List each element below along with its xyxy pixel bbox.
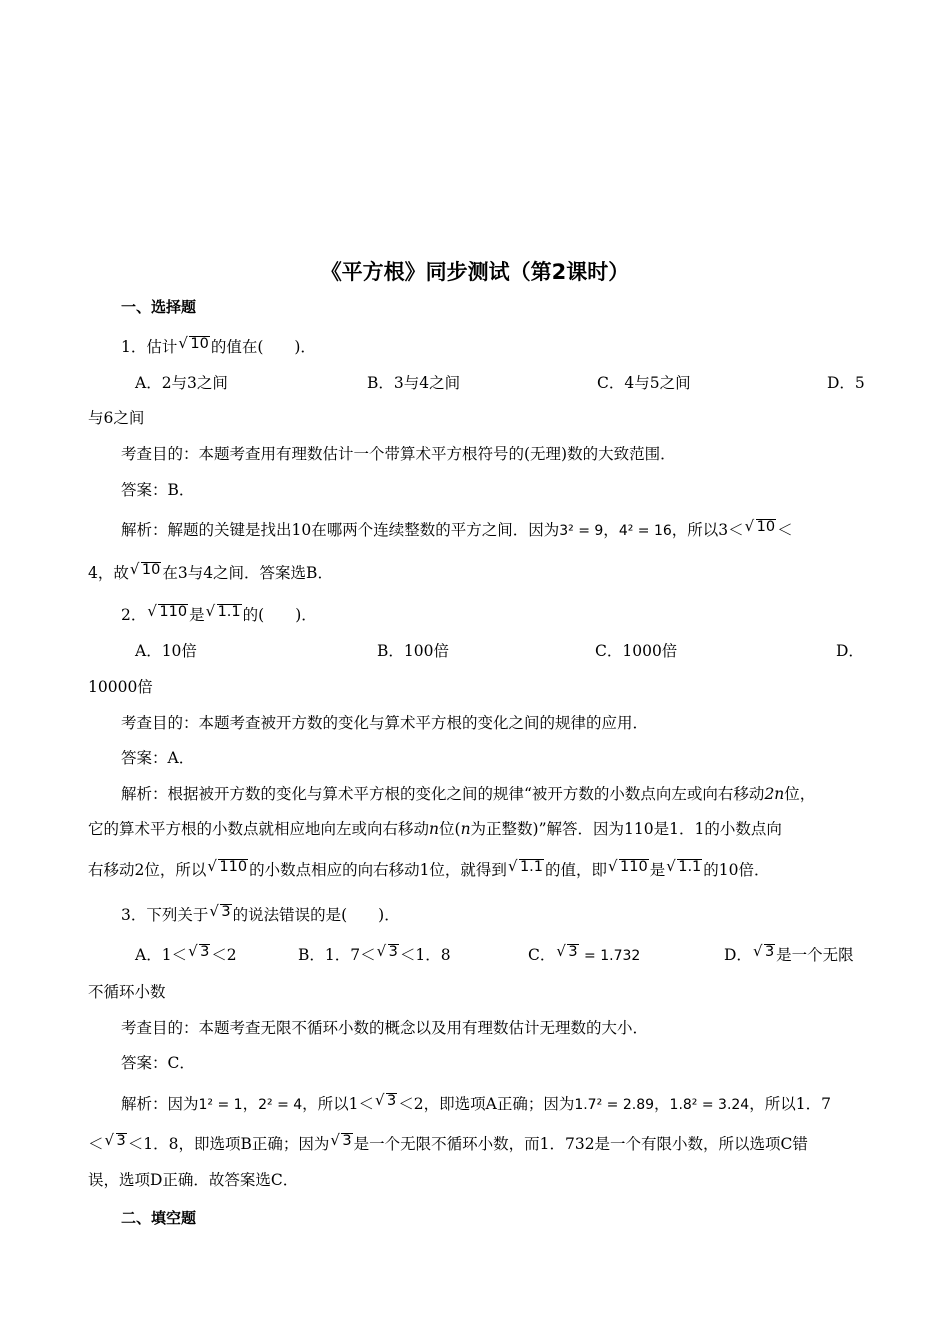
q3-analysis-line-1: 解析：因为1² = 1，2² = 4，所以1＜ √ 3 ＜2，即选项A正确；因为1.7² = 2.89，1.8² = 3.24，所以1．7 (121, 1091, 831, 1113)
q1-analysis-line-2: 4，故 √ 10 在3与4之间．答案选B． (88, 560, 333, 582)
section-heading-choice: 一、选择题 (121, 298, 197, 316)
q1-number: 1．估计 (121, 338, 178, 356)
sqrt-symbol: √ 10 (129, 560, 161, 578)
q3-option-a: A．1＜ √ 3 ＜2 (135, 942, 237, 964)
q3-option-b: B．1．7＜ √ 3 ＜1．8 (298, 942, 451, 964)
q2-analysis-line-3: 右移动2位，所以 √ 110 的小数点相应的向右移动1位，就得到 √ 1.1 的值，即 √ 110 是 √ 1.1 的10倍． (88, 857, 770, 879)
q2-option-d-wrap: 10000倍 (88, 678, 153, 696)
q2-option-d: D． (836, 642, 864, 660)
q2-answer: 答案：A． (121, 749, 195, 767)
q3-option-d: D． √ 3 是一个无限 (724, 942, 854, 964)
question-1 (121, 335, 316, 359)
sqrt-symbol: √ 110 (207, 857, 248, 875)
q2-option-a: A．10倍 (135, 642, 197, 660)
sqrt-symbol: √ 1.1 (507, 857, 543, 875)
q2-purpose: 考查目的：本题考查被开方数的变化与算术平方根的变化之间的规律的应用． (121, 714, 649, 732)
q1-option-d: D．5 (827, 374, 865, 392)
q2-analysis-line-1: 解析：根据被开方数的变化与算术平方根的变化之间的规律“被开方数的小数点向左或向右移动2n位， (121, 785, 816, 803)
sqrt-symbol: √ 1.1 (666, 857, 702, 875)
q1-option-d-wrap: 与6之间 (88, 409, 145, 427)
q3-purpose: 考查目的：本题考查无限不循环小数的概念以及用有理数估计无理数的大小． (121, 1019, 649, 1037)
section-heading-fill: 二、填空题 (121, 1209, 197, 1227)
q2-option-c: C．1000倍 (595, 642, 678, 660)
q3-analysis-line-3: 误，选项D正确．故答案选C． (88, 1171, 299, 1189)
q2-analysis-line-2: 它的算术平方根的小数点就相应地向左或向右移动n位(n为正整数)”解答．因为110是1．1的小数点向 (88, 820, 782, 838)
sqrt-symbol: √ 110 (608, 857, 648, 875)
q3-answer: 答案：C． (121, 1054, 195, 1072)
q2-option-b: B．100倍 (377, 642, 449, 660)
question-2: 2． √ 110 是 √ 1.1 的( )． (121, 602, 317, 624)
sqrt-symbol: √ 10 (178, 334, 209, 352)
question-3: 3．下列关于 √ 3 的说法错误的是( )． (121, 902, 400, 924)
sqrt-symbol: √ 10 (744, 517, 776, 535)
q1-option-a: A．2与3之间 (135, 374, 228, 392)
q1-purpose: 考查目的：本题考查用有理数估计一个带算术平方根符号的(无理)数的大致范围． (121, 445, 676, 463)
q1-answer: 答案：B． (121, 481, 195, 499)
sqrt-symbol: √ 110 (147, 602, 188, 620)
page-title: 《平方根》同步测试（第2课时） (320, 260, 630, 284)
q1-stem: 的值在( )． (210, 338, 316, 356)
q3-option-d-wrap: 不循环小数 (88, 983, 166, 1001)
q3-analysis-line-2: ＜ √ 3 ＜1．8，即选项B正确；因为 √ 3 是一个无限不循环小数，而1．732是一个有限小数，所以选项C错 (88, 1131, 808, 1153)
q1-option-c: C．4与5之间 (597, 374, 691, 392)
q1-analysis-line-1: 解析：解题的关键是找出10在哪两个连续整数的平方之间．因为3² = 9，4² = 16，所以3＜ √ 10 ＜ (121, 517, 793, 539)
q1-option-b: B．3与4之间 (367, 374, 461, 392)
q3-option-c: C． √ 3 = 1.732 (528, 942, 641, 964)
sqrt-symbol: √ 1.1 (205, 602, 241, 620)
sqrt-symbol: √ 3 (209, 902, 231, 920)
